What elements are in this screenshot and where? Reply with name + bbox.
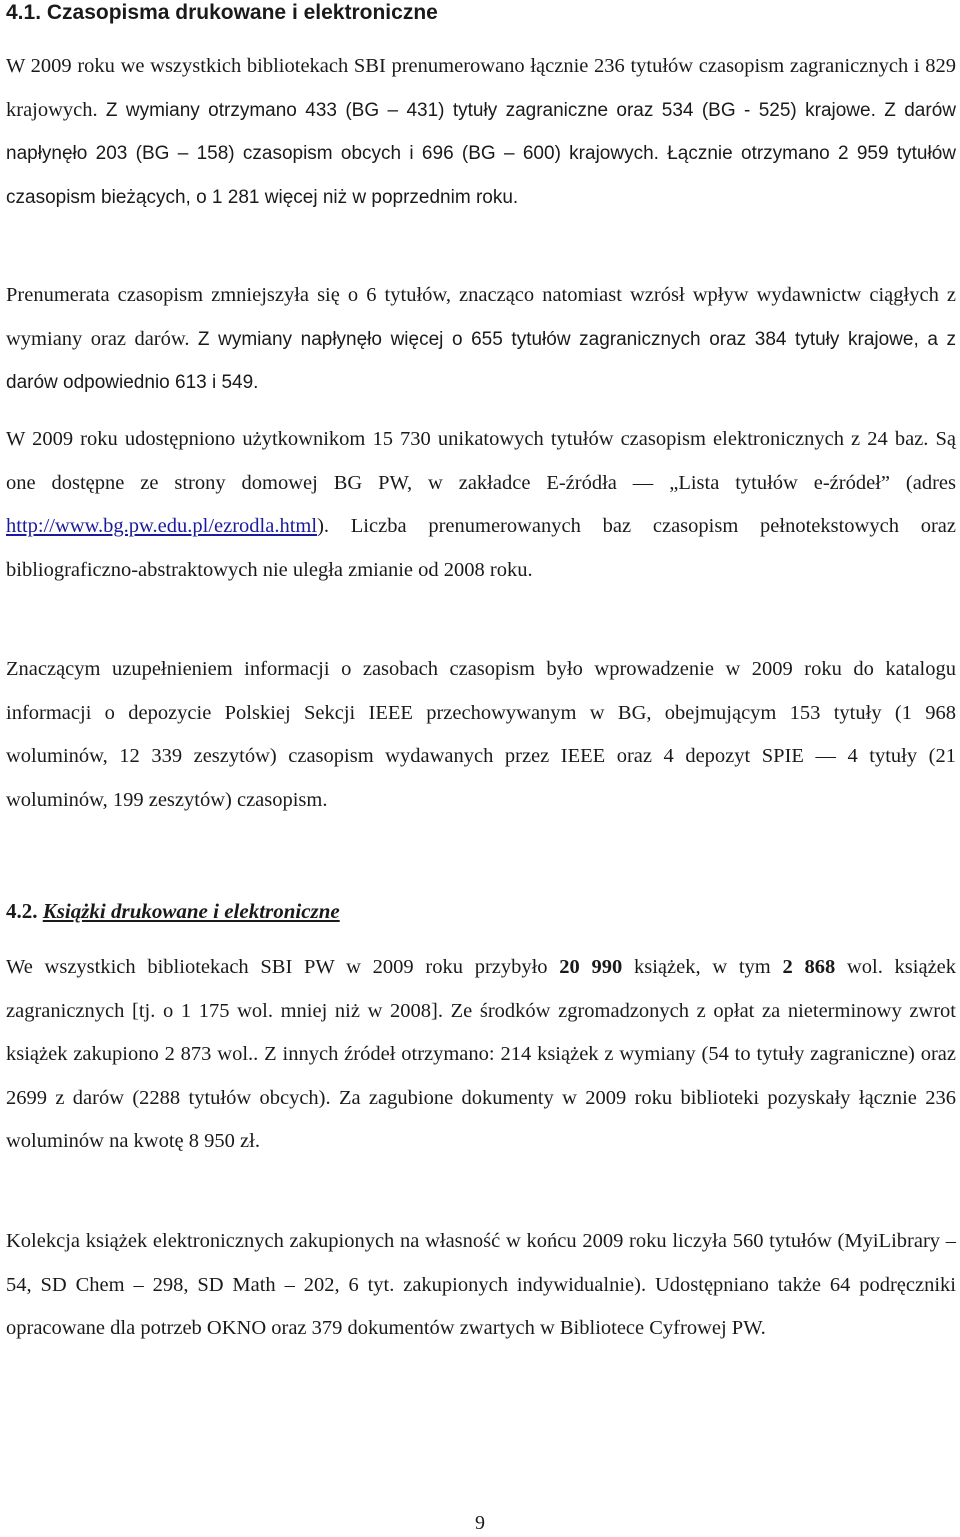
section-number: 4.2. [6,899,38,923]
section-title: Książki drukowane i elektroniczne [42,899,340,923]
paragraph-journals-exchange [6,274,956,405]
ezrodla-link[interactable]: http://www.bg.pw.edu.pl/ezrodla.html [6,515,318,538]
section-title: Czasopisma drukowane i elektroniczne [46,1,438,24]
paragraph-journals-subscriptions [6,45,956,219]
paragraph-text: Z wymiany otrzymano 433 (BG – 431) tytuły zagraniczne oraz 534 (BG - 525) krajowe. Z darów napłynęło 203 (BG – 158) czasopism obcych i 696 (BG – 600) krajowych. Łącznie otrzymano 2 959 tytułów czasopism bieżących, o 1 281 więcej niż w poprzednim roku. [6,99,956,208]
page-number: 9 [475,1512,485,1534]
paragraph-text: W 2009 roku udostępniono użytkownikom 15 730 unikatowych tytułów czasopism elektronicznych z 24 baz. Są one dostępne ze strony domowej BG PW, w zakładce E-źródła — „Lista tytułów e-źródeł” (adres [6,428,956,494]
section-heading-4-1 [6,1,438,25]
paragraph-text: wol. książek zagranicznych [tj. o 1 175 wol. mniej niż w 2008]. Ze środków zgromadzonych z opłat za nieterminowy zwrot książek zakupiono 2 873 wol.. Z innych źródeł otrzymano: 214 książek z wymiany (54 to tytuły zagraniczne) oraz 2699 z darów (2288 tytułów obcych). Za zagubione dokumenty w 2009 roku biblioteki pozyskały łącznie 236 woluminów na kwotę 8 950 zł. [6,956,957,1153]
bold-total-books: 20 990 [559,956,623,978]
paragraph-electronic-journals [6,418,956,592]
paragraph-ieee-deposit: Znaczącym uzupełnieniem informacji o zasobach czasopism było wprowadzenie w 2009 roku do katalogu informacji o depozycie Polskiej Sekcji IEEE przechowywanym w BG, obejmującym 153 tytuły (1 968 woluminów, 12 339 zeszytów) czasopism wydawanych przez IEEE oraz 4 depozyt SPIE — 4 tytuły (21 woluminów, 199 zeszytów) czasopism. [6,658,956,811]
paragraph-ebooks-collection: Kolekcja książek elektronicznych zakupionych na własność w końcu 2009 roku liczyła 560 tytułów (MyiLibrary – 54, SD Chem – 298, SD Math – 202, 6 tyt. zakupionych indywidualnie). Udostępniano także 64 podręczniki opracowane dla potrzeb OKNO oraz 379 dokumentów zwartych w Bibliotece Cyfrowej PW. [6,1230,956,1340]
paragraph-text: W 2009 roku we wszystkich bibliotekach SBI prenumerowano łącznie 236 tytułów czasopism zagranicznych i 829 krajowych. [6,55,956,121]
bold-foreign-books: 2 868 [782,956,836,978]
paragraph-text: Prenumerata czasopism zmniejszyła się o 6 tytułów, znacząco natomiast wzrósł wpływ wydawnictw ciągłych z wymiany oraz darów. [6,284,956,350]
paragraph-text: We wszystkich bibliotekach SBI PW w 2009 roku przybyło [6,956,560,978]
section-heading-4-2 [6,899,340,924]
paragraph-text: książek, w tym [622,956,783,978]
section-number: 4.1. [6,1,42,24]
paragraph-text: ). Liczba prenumerowanych baz czasopism pełnotekstowych oraz bibliograficzno-abstraktowych nie uległa zmianie od 2008 roku. [6,515,956,581]
paragraph-books-acquisitions [6,946,956,1164]
paragraph-text: Z wymiany napłynęło więcej o 655 tytułów zagranicznych oraz 384 tytuły krajowe, a z darów odpowiednio 613 i 549. [6,328,956,394]
